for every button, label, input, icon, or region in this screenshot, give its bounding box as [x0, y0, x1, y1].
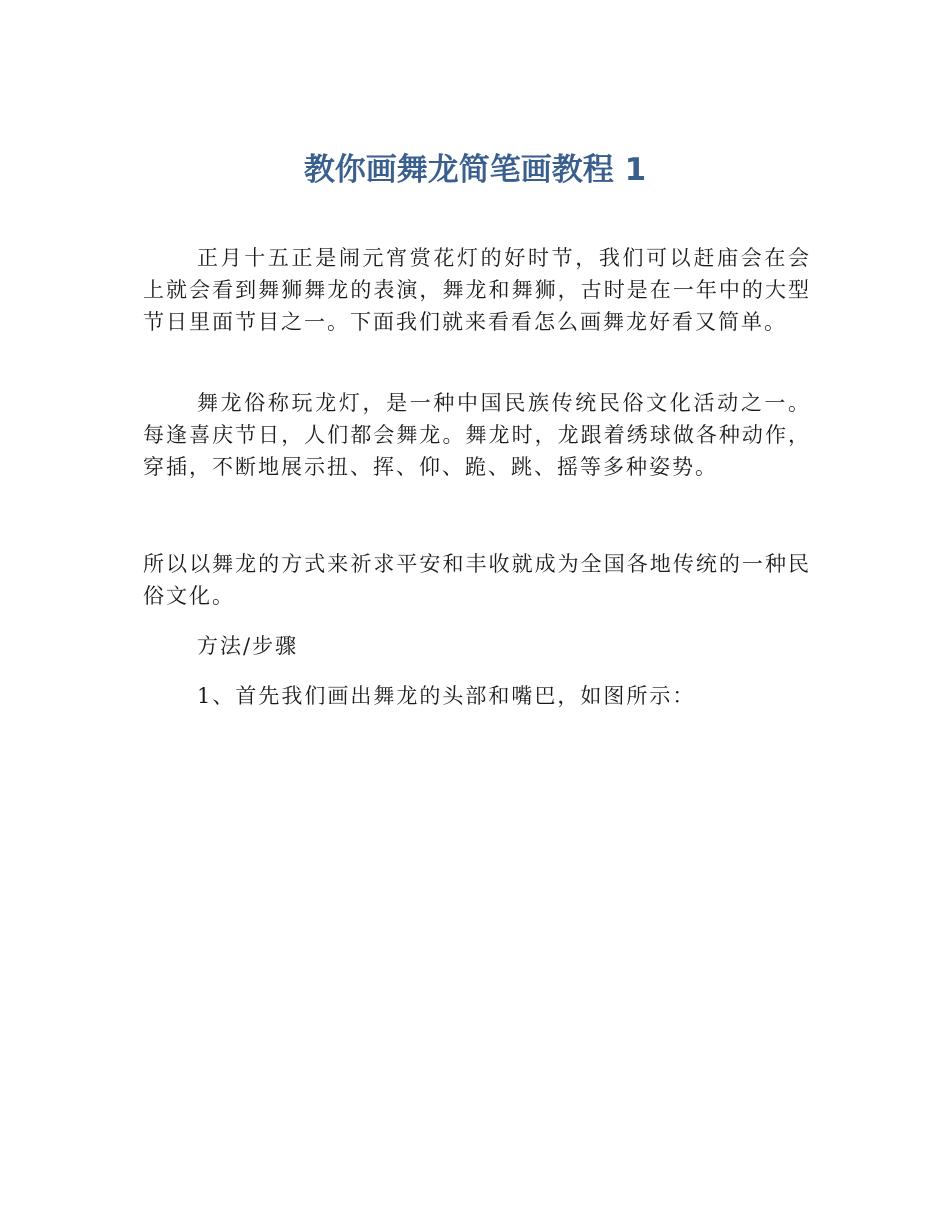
page-title: 教你画舞龙简笔画教程 1	[303, 152, 647, 188]
section-heading-steps: 方法/步骤	[197, 634, 299, 658]
paragraph-dragon-dance: 舞龙俗称玩龙灯，是一种中国民族传统民俗文化活动之一。每逢喜庆节日，人们都会舞龙。舞龙时，龙跟着绣球做各种动作，穿插，不断地展示扭、挥、仰、跪、跳、摇等多种姿势。	[143, 391, 811, 479]
step-1-text: 1、首先我们画出舞龙的头部和嘴巴，如图所示：	[197, 684, 696, 708]
paragraph-culture: 所以以舞龙的方式来祈求平安和丰收就成为全国各地传统的一种民俗文化。	[143, 552, 811, 608]
paragraph-intro: 正月十五正是闹元宵赏花灯的好时节，我们可以赶庙会在会上就会看到舞狮舞龙的表演，舞龙和舞狮，古时是在一年中的大型节日里面节目之一。下面我们就来看看怎么画舞龙好看又简单。	[143, 246, 811, 334]
